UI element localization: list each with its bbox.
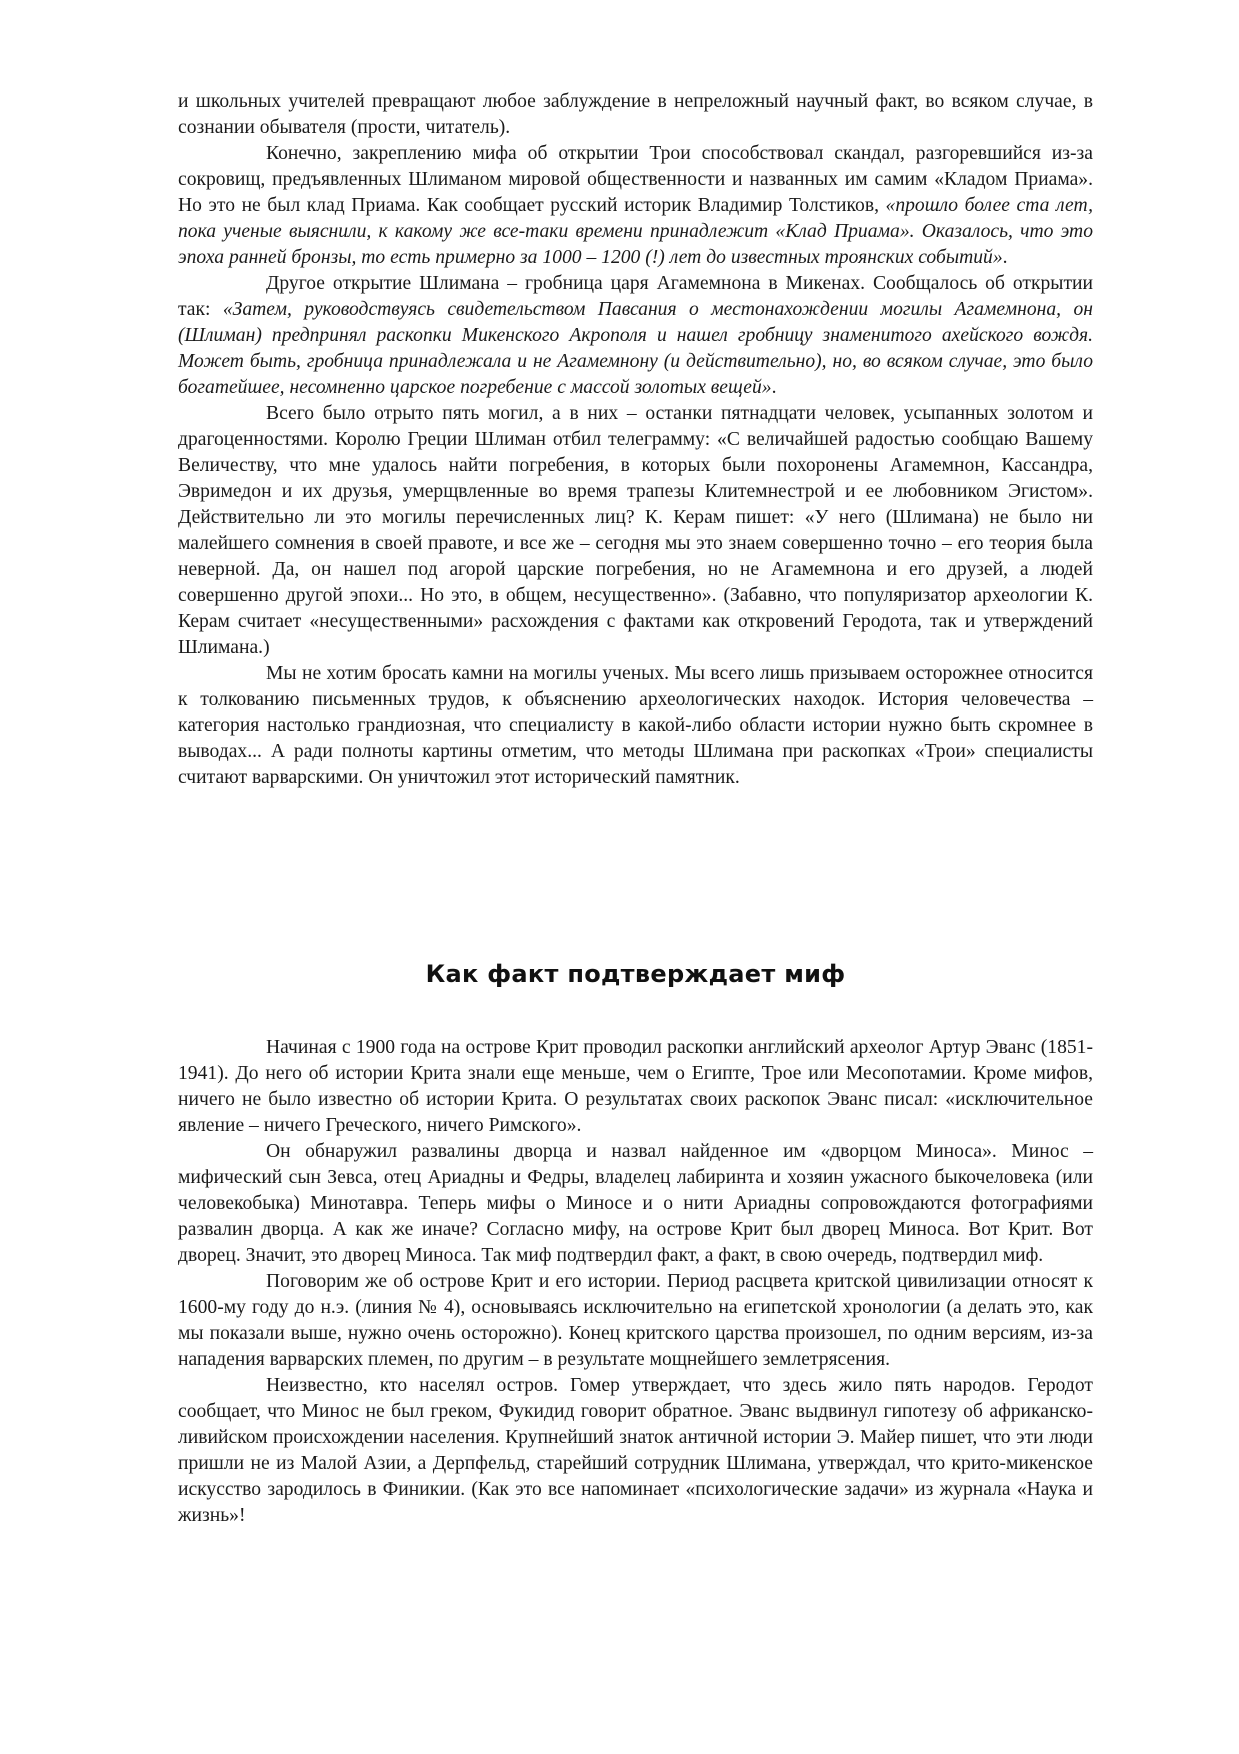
paragraph-minos-palace: Он обнаружил развалины дворца и назвал найденное им «дворцом Миноса». Минос – мифический сын Зевса, отец Ариадны и Федры, владелец лабиринта и хозяин ужасного быкочеловека (или человекобыка) Минотавра. Теперь мифы о Миносе и о нити Ариадны сопровождаются фотографиями развалин дворца. А как же иначе? Согласно мифу, на острове Крит был дворец Миноса. Вот Крит. Вот дворец. Значит, это дворец Миноса. Так миф подтвердил факт, а факт, в свою очередь, подтвердил миф. <box>178 1141 1093 1266</box>
paragraph-crete-population: Неизвестно, кто населял остров. Гомер утверждает, что здесь жило пять народов. Геродот сообщает, что Минос не был греком, Фукидид говорит обратное. Эванс выдвинул гипотезу об африканско-ливийском происхождении населения. Крупнейший знаток античной истории Э. Майер пишет, что эти люди пришли не из Малой Азии, а Дерпфельд, старейший сотрудник Шлимана, утверждал, что крито-микенское искусство зародилось в Финикии. (Как это все напоминает «психологические задачи» из журнала «Наука и жизнь»! <box>178 1375 1093 1526</box>
paragraph-crete-history: Поговорим же об острове Крит и его истории. Период расцвета критской цивилизации относят к 1600-му году до н.э. (линия № 4), основываясь исключительно на египетской хронологии (а делать это, как мы показали выше, нужно очень осторожно). Конец критского царства произошел, по одним версиям, из-за нападения варварских племен, по другим – в результате мощнейшего землетрясения. <box>178 1271 1093 1370</box>
quote-tolstikov: «прошло более ста лет, пока ученые выяснили, к какому же все-таки времени принадлежит «Клад Приама». Оказалось, что это эпоха ранней бронзы, то есть примерно за 1000 – 1200 (!) лет до известных троянских событий» <box>178 195 1093 268</box>
paragraph-agamemnon-tomb <box>178 271 1093 401</box>
section-crete <box>178 1035 1093 1529</box>
paragraph-evans: Начиная с 1900 года на острове Крит проводил раскопки английский археолог Артур Эванс (1851-1941). До него об истории Крита знали еще меньше, чем о Египте, Трое или Месопотамии. Кроме мифов, ничего не было известно об истории Крита. О результатах своих раскопок Эванс писал: «исключительное явление – ничего Греческого, ничего Римского». <box>178 1037 1093 1136</box>
paragraph-five-graves: Всего было отрыто пять могил, а в них – останки пятнадцати человек, усыпанных золотом и драгоценностями. Королю Греции Шлиман отбил телеграмму: «С величайшей радостью сообщаю Вашему Величеству, что мне удалось найти погребения, в которых были похоронены Агамемнон, Кассандра, Эвримедон и их друзья, умерщвленные во время трапезы Клитемнестрой и ее любовником Эгистом». Действительно ли это могилы перечисленных лиц? К. Керам пишет: «У него (Шлимана) не было ни малейшего сомнения в своей правоте, и все же – сегодня мы это знаем совершенно точно – его теория была неверной. Да, он нашел под агорой царские погребения, но не Агамемнона и его друзей, а людей совершенно другой эпохи... Но это, в общем, несущественно». (Забавно, что популяризатор археологии К. Керам считает «несущественными» расхождения с фактами как откровений Геродота, так и утверждений Шлимана.) <box>178 403 1093 658</box>
paragraph-end: . <box>1002 247 1008 268</box>
paragraph-end: . <box>771 377 777 398</box>
section-heading: Как факт подтверждает миф <box>425 960 846 988</box>
paragraph-priam-treasure <box>178 141 1093 271</box>
quote-excavation: «Затем, руководствуясь свидетельством Павсания о местонахождении могилы Агамемнона, он (Шлиман) предпринял раскопки Микенского Акрополя и нашел гробницу знаменитого ахейского вождя. Может быть, гробница принадлежала и не Агамемнону (и действительно), но, во всяком случае, это было богатейшее, несомненно царское погребение с массой золотых вещей» <box>178 299 1093 398</box>
paragraph: и школьных учителей превращают любое заблуждение в непреложный научный факт, во всяком случае, в сознании обывателя (прости, читатель). <box>178 91 1093 138</box>
paragraph-conclusion: Мы не хотим бросать камни на могилы ученых. Мы всего лишь призываем осторожнее относится к толкованию письменных трудов, к объяснению археологических находок. История человечества – категория настолько грандиозная, что специалисту в какой-либо области истории нужно быть скромнее в выводах... А ради полноты картины отметим, что методы Шлимана при раскопках «Трои» специалисты считают варварскими. Он уничтожил этот исторический памятник. <box>178 663 1093 788</box>
paragraph-text: Другое открытие Шлимана – гробница царя Агамемнона в Микенах. Сообщалось об открытии так: <box>178 273 1093 320</box>
paragraph-text: Конечно, закреплению мифа об открытии Трои способствовал скандал, разгоревшийся из-за сокровищ, предъявленных Шлиманом мировой общественности и названных им самим «Кладом Приама». Но это не был клад Приама. Как сообщает русский историк Владимир Толстиков, <box>178 143 1093 216</box>
section-schliemann <box>178 89 1093 791</box>
